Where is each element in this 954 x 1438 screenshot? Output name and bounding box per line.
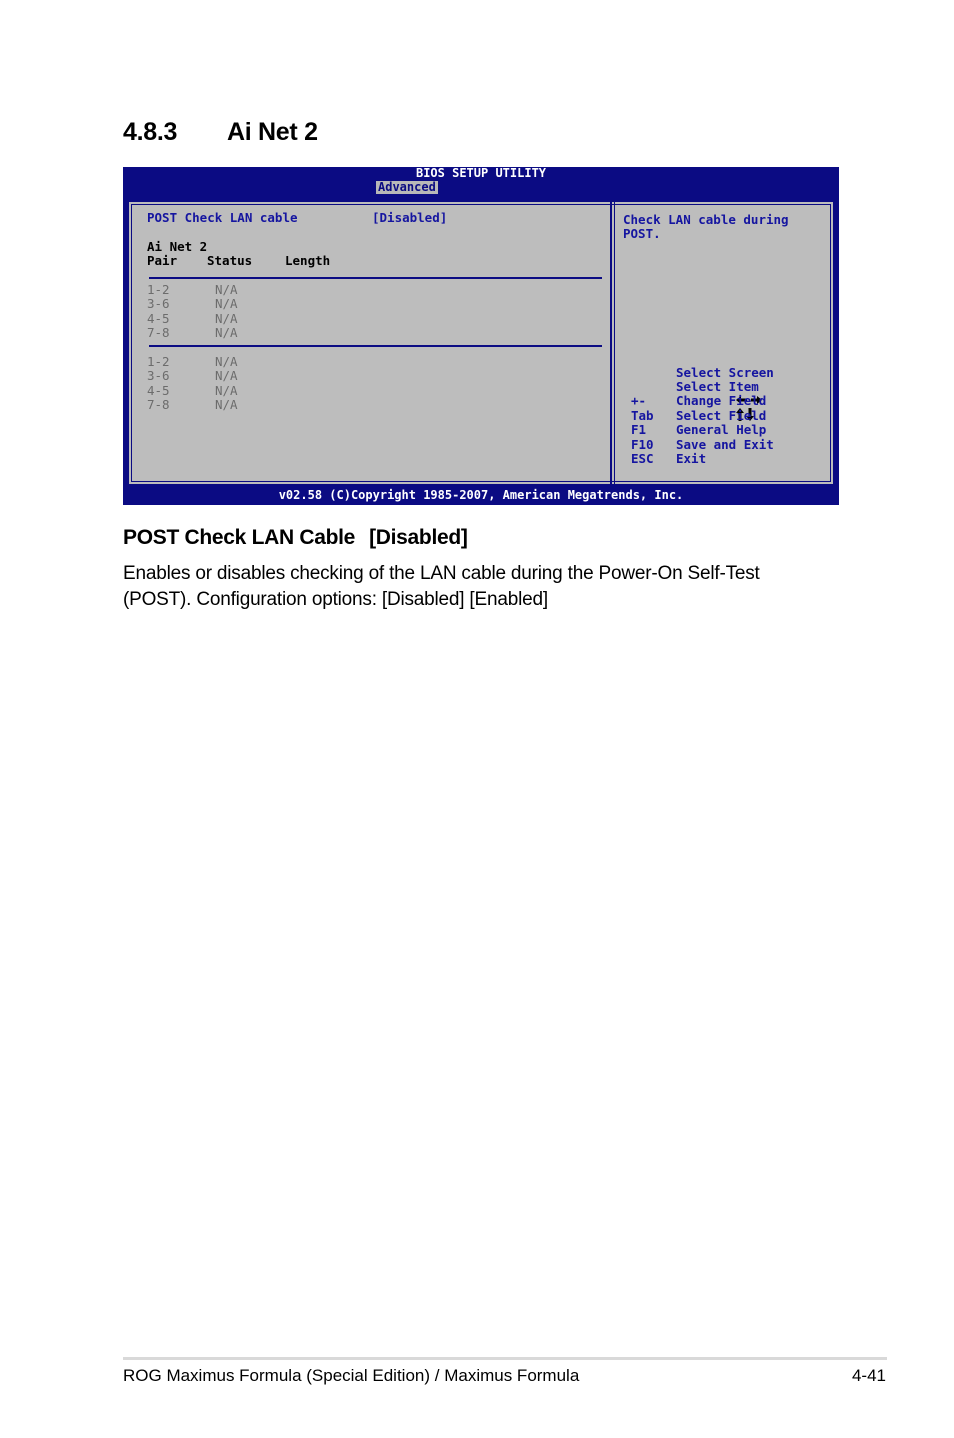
column-pair: Pair xyxy=(147,253,178,268)
column-length: Length xyxy=(285,253,331,268)
key-label: F10 xyxy=(631,437,654,452)
post-check-lan-option-value[interactable]: [Disabled] xyxy=(372,210,448,225)
key-label: ESC xyxy=(631,451,654,466)
table2-pair: 1-2 xyxy=(147,354,170,369)
page-number: 4-41 xyxy=(851,1366,886,1385)
table1-pair: 3-6 xyxy=(147,296,170,311)
key-action-label: General Help xyxy=(676,422,767,437)
bios-copyright: v02.58 (C)Copyright 1985-2007, American Megatrends, Inc. xyxy=(278,488,684,502)
table1-status: N/A xyxy=(215,282,238,297)
bios-utility-title: BIOS SETUP UTILITY xyxy=(415,166,547,180)
key-action-label: Change Field xyxy=(676,393,767,408)
column-status: Status xyxy=(207,253,253,268)
help-text-line2: POST. xyxy=(623,226,661,241)
table1-status: N/A xyxy=(215,325,238,340)
table-divider xyxy=(149,277,602,279)
key-label: F1 xyxy=(631,422,647,437)
key-action-label: Save and Exit xyxy=(676,437,774,452)
footer-divider xyxy=(123,1357,887,1360)
table2-status: N/A xyxy=(215,397,238,412)
table2-status: N/A xyxy=(215,383,238,398)
panel-divider-inner xyxy=(614,202,615,484)
section-heading xyxy=(123,118,318,147)
setting-title: POST Check LAN Cable xyxy=(123,526,356,549)
table1-status: N/A xyxy=(215,296,238,311)
key-action-label: Select Field xyxy=(676,408,767,423)
key-action-label: Exit xyxy=(676,451,707,466)
help-text-line1: Check LAN cable during xyxy=(623,212,789,227)
setting-heading xyxy=(123,526,468,550)
table1-pair: 4-5 xyxy=(147,311,170,326)
table1-pair: 1-2 xyxy=(147,282,170,297)
table2-status: N/A xyxy=(215,354,238,369)
table2-pair: 7-8 xyxy=(147,397,170,412)
panel-divider xyxy=(610,202,612,484)
key-label: Tab xyxy=(631,408,654,423)
key-action-label: Select Item xyxy=(676,379,759,394)
tab-advanced[interactable]: Advanced xyxy=(378,180,436,194)
table1-status: N/A xyxy=(215,311,238,326)
table2-status: N/A xyxy=(215,368,238,383)
key-action-label: Select Screen xyxy=(676,365,774,380)
footer-product-name: ROG Maximus Formula (Special Edition) / Maximus Formula xyxy=(123,1366,580,1385)
key-label: +- xyxy=(631,393,647,408)
table1-pair: 7-8 xyxy=(147,325,170,340)
setting-description: Enables or disables checking of the LAN cable during the Power-On Self-Test (POST). Configuration options: [Disabled] [Enabled] xyxy=(123,563,760,610)
ai-net-group-title: Ai Net 2 xyxy=(147,239,208,254)
table2-pair: 3-6 xyxy=(147,368,170,383)
section-number: 4.8.3 xyxy=(123,118,178,146)
section-title: Ai Net 2 xyxy=(227,118,318,146)
table2-pair: 4-5 xyxy=(147,383,170,398)
bios-screenshot xyxy=(123,167,839,505)
bios-main-panel xyxy=(127,200,835,486)
setting-value: [Disabled] xyxy=(369,526,468,549)
post-check-lan-option-label[interactable]: POST Check LAN cable xyxy=(147,210,298,225)
table-divider xyxy=(149,345,602,347)
